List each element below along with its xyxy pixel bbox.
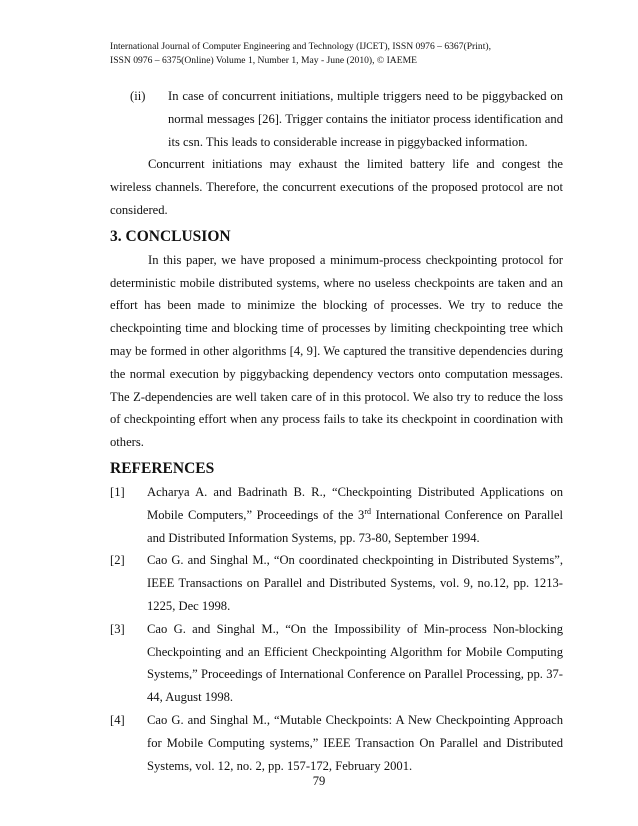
reference-number: [3] [110, 621, 125, 636]
list-item-text: In case of concurrent initiations, multiple triggers need to be piggybacked on normal messages [26]. Trigger contains the initiator process identification and its csn. This leads to considerable increase in piggybacked information. [168, 89, 563, 149]
paragraph-conclusion: In this paper, we have proposed a minimum-process checkpointing protocol for deterministic mobile distributed systems, where no useless checkpoints are taken and an effort has been made to minimize the blocking of processes. We try to reduce the checkpointing time and blocking time of processes by limiting checkpointing tree which may be formed in other algorithms [4, 9]. We captured the transitive dependencies during the normal execution by piggybacking dependency vectors onto computation messages. The Z-dependencies are well taken care of in this protocol. We also try to reduce the loss of checkpointing effort when any process fails to take its checkpoint in coordination with others. [110, 252, 563, 450]
running-header [110, 40, 570, 68]
header-line-1: International Journal of Computer Engineering and Technology (IJCET), ISSN 0976 – 6367(Print), [110, 41, 491, 52]
section-heading-references: REFERENCES [110, 459, 215, 477]
reference-text: Cao G. and Singhal M., “On the Impossibility of Min-process Non-blocking Checkpointing and an Efficient Checkpointing Algorithm for Mobile Computing Systems,” Proceedings of International Conference on Parallel Processing, pp. 37-44, August 1998. [147, 621, 563, 705]
reference-number: [1] [110, 484, 125, 499]
reference-item-1 [110, 481, 563, 549]
page-number: 79 [312, 774, 326, 788]
reference-text: Cao G. and Singhal M., “On coordinated checkpointing in Distributed Systems”, IEEE Transactions on Parallel and Distributed Systems, vol. 9, no.12, pp. 1213-1225, Dec 1998. [147, 553, 563, 613]
reference-number: [2] [110, 553, 125, 568]
list-item-ii [110, 85, 563, 153]
reference-superscript: rd [364, 506, 371, 516]
reference-item-2 [110, 549, 563, 617]
reference-text: Cao G. and Singhal M., “Mutable Checkpoints: A New Checkpointing Approach for Mobile Computing systems,” IEEE Transaction On Parallel and Distributed Systems, vol. 12, no. 2, pp. 157-172, February 2001. [147, 712, 563, 773]
paragraph-concurrent: Concurrent initiations may exhaust the limited battery life and congest the wireless channels. Therefore, the concurrent executions of the proposed protocol are not considered. [110, 157, 563, 217]
list-item-number: (ii) [130, 89, 146, 103]
reference-item-3 [110, 618, 563, 709]
section-heading-conclusion: 3. CONCLUSION [110, 227, 231, 245]
header-line-2: ISSN 0976 – 6375(Online) Volume 1, Number 1, May - June (2010), © IAEME [110, 55, 417, 66]
reference-text [147, 481, 563, 549]
reference-item-4 [110, 709, 563, 777]
main-content [110, 85, 563, 777]
reference-number: [4] [110, 712, 125, 727]
reference-text-part: International Conference on Parallel and Distributed Information Systems, pp. 73-80, September 1994. [147, 507, 564, 545]
reference-text-part: Acharya A. and Badrinath B. R., “Checkpointing Distributed Applications on Mobile Computers,” Proceedings of the 3 [147, 484, 563, 522]
